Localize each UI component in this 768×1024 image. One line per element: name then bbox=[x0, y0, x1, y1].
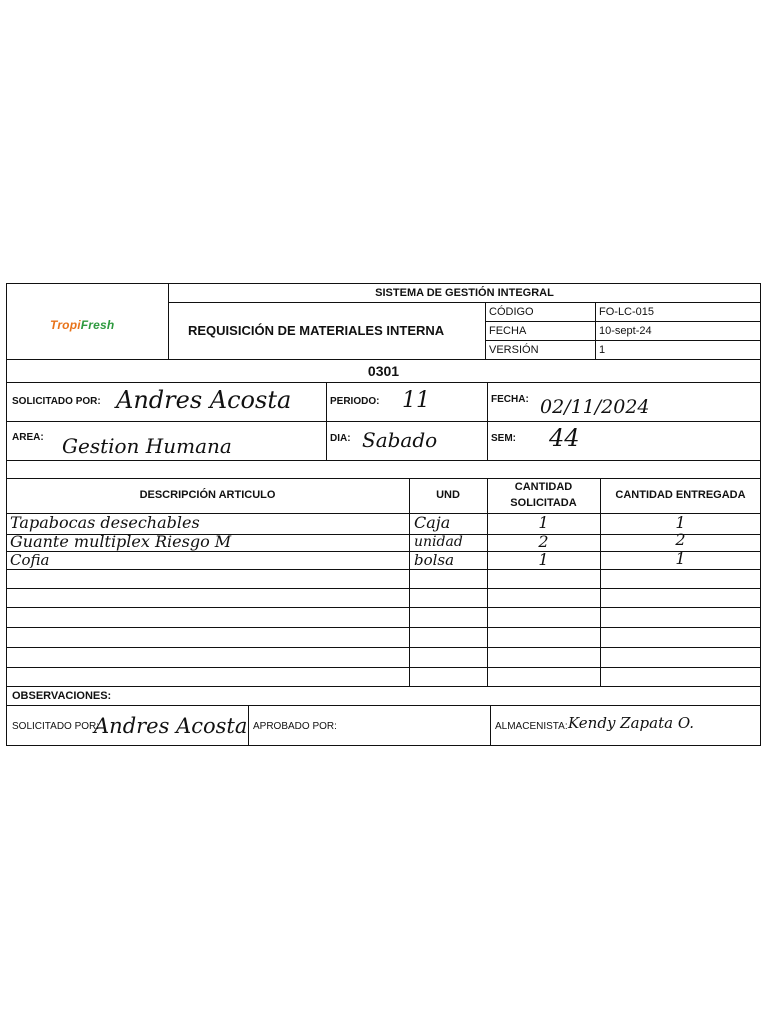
row-line bbox=[6, 647, 761, 648]
th-cant-ent: CANTIDAD ENTREGADA bbox=[615, 489, 746, 501]
th-cant-sol-1: CANTIDAD bbox=[514, 481, 573, 493]
fecha-doc-label: FECHA bbox=[489, 325, 527, 337]
fecha-label: FECHA: bbox=[491, 394, 529, 405]
row-2-entregada: 2 bbox=[675, 530, 686, 549]
header-bottom-line bbox=[6, 359, 761, 360]
row-3-solicitada: 1 bbox=[538, 550, 549, 569]
col-divider-3 bbox=[600, 478, 601, 686]
row-1-solicitada: 1 bbox=[538, 513, 549, 532]
footer-solicitado-label: SOLICITADO POR: bbox=[12, 721, 100, 732]
th-descripcion: DESCRIPCIÓN ARTICULO bbox=[139, 489, 276, 501]
col-divider-2 bbox=[487, 478, 488, 686]
periodo-value: 11 bbox=[402, 388, 430, 413]
solicitado-signature: Andres Acosta bbox=[94, 714, 248, 738]
version-value: 1 bbox=[599, 344, 606, 356]
table-bottom-line bbox=[6, 686, 761, 687]
meta-line bbox=[485, 340, 761, 341]
row-line bbox=[6, 607, 761, 608]
row-1-descripcion: Tapabocas desechables bbox=[10, 513, 200, 532]
fecha-value: 02/11/2024 bbox=[540, 396, 650, 418]
aprobado-label: APROBADO POR: bbox=[253, 721, 337, 732]
sig-divider-2 bbox=[490, 705, 491, 746]
version-label: VERSIÓN bbox=[489, 344, 539, 356]
row-2-und: unidad bbox=[414, 534, 463, 550]
row-3-descripcion: Cofia bbox=[10, 551, 50, 569]
table-top-line bbox=[6, 478, 761, 479]
sig-divider-1 bbox=[248, 705, 249, 746]
row-2-solicitada: 2 bbox=[538, 532, 549, 551]
th-cant-sol-2: SOLICITADA bbox=[510, 497, 577, 509]
codigo-label: CÓDIGO bbox=[489, 306, 534, 318]
number-bottom-line bbox=[6, 382, 761, 383]
row-3-entregada: 1 bbox=[675, 549, 686, 568]
info-bottom-line bbox=[6, 460, 761, 461]
meta-divider-right bbox=[595, 302, 596, 359]
row-2-descripcion: Guante multiplex Riesgo M bbox=[10, 532, 232, 551]
sem-label: SEM: bbox=[491, 433, 516, 444]
meta-divider-left bbox=[485, 302, 486, 359]
row-1-und: Caja bbox=[414, 513, 451, 532]
row-line bbox=[6, 667, 761, 668]
dia-label: DIA: bbox=[330, 433, 351, 444]
th-und: UND bbox=[436, 489, 460, 501]
solicitado-value: Andres Acosta bbox=[116, 386, 292, 414]
area-value: Gestion Humana bbox=[62, 434, 232, 458]
observaciones-line bbox=[6, 705, 761, 706]
codigo-value: FO-LC-015 bbox=[599, 306, 655, 318]
periodo-label: PERIODO: bbox=[330, 396, 380, 407]
area-label: AREA: bbox=[12, 432, 44, 443]
col-divider-1 bbox=[409, 478, 410, 686]
observaciones-label: OBSERVACIONES: bbox=[12, 690, 112, 702]
header-line bbox=[168, 302, 761, 303]
row-3-und: bolsa bbox=[414, 551, 455, 569]
info-mid-line bbox=[6, 421, 761, 422]
sem-value: 44 bbox=[549, 424, 580, 452]
row-line bbox=[6, 569, 761, 570]
solicitado-label: SOLICITADO POR: bbox=[12, 396, 101, 407]
row-line bbox=[6, 627, 761, 628]
system-title: SISTEMA DE GESTIÓN INTEGRAL bbox=[375, 287, 554, 299]
almacenista-label: ALMACENISTA: bbox=[495, 721, 568, 732]
tropifresh-logo: TropiFresh bbox=[50, 318, 115, 332]
row-1-entregada: 1 bbox=[675, 513, 686, 532]
meta-line bbox=[485, 321, 761, 322]
row-line bbox=[6, 588, 761, 589]
almacenista-signature: Kendy Zapata O. bbox=[568, 714, 695, 732]
dia-value: Sabado bbox=[362, 428, 438, 452]
fecha-doc-value: 10-sept-24 bbox=[599, 325, 652, 337]
form-number: 0301 bbox=[367, 363, 400, 379]
form-title: REQUISICIÓN DE MATERIALES INTERNA bbox=[188, 323, 445, 338]
